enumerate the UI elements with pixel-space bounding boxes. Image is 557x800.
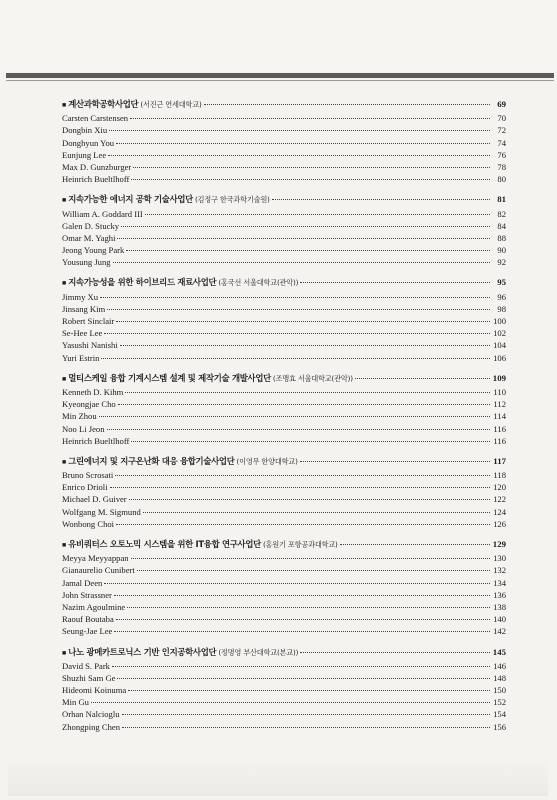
dot-leader (109, 130, 490, 131)
page-number: 72 (497, 125, 506, 136)
page-number: 134 (493, 577, 506, 588)
dot-leader (116, 321, 490, 322)
toc-entry[interactable] (62, 386, 506, 398)
dot-leader (133, 167, 490, 168)
page-number: 106 (493, 352, 506, 363)
dot-leader (300, 282, 490, 283)
entry-name: Jamal Deen (62, 577, 103, 588)
toc-entry[interactable] (62, 518, 506, 530)
toc-entry[interactable] (62, 303, 506, 315)
section-director: (조맹효 서울대학교(관악)) (272, 373, 353, 383)
dot-leader (125, 392, 490, 393)
toc-entry[interactable] (62, 435, 506, 447)
dot-leader (99, 416, 490, 417)
dot-leader (121, 226, 490, 227)
page-number: 95 (497, 277, 506, 288)
section-label (62, 455, 298, 468)
page-number: 114 (493, 411, 506, 422)
page-number: 84 (497, 220, 506, 231)
section-director: (서진근 연세대학교) (140, 100, 202, 109)
entry-name: Orhan Nalcioglu (62, 709, 120, 720)
toc-entry[interactable] (62, 220, 506, 232)
page-number: 109 (492, 372, 506, 383)
toc-entry[interactable] (62, 564, 506, 576)
section-heading[interactable] (62, 98, 506, 110)
section-heading[interactable] (62, 455, 506, 467)
page-number: 150 (493, 685, 506, 696)
square-bullet-icon: ■ (62, 196, 67, 205)
page-number: 88 (497, 232, 506, 243)
toc-section (62, 276, 506, 363)
square-bullet-icon: ■ (62, 101, 67, 109)
dot-leader (340, 544, 490, 545)
header-rule-thin (6, 80, 554, 81)
dot-leader (129, 499, 490, 500)
section-label (62, 372, 353, 385)
page-number: 82 (497, 208, 506, 219)
square-bullet-icon: ■ (62, 279, 67, 288)
toc-entry[interactable] (62, 149, 506, 161)
dot-leader (114, 631, 490, 632)
dot-leader (145, 214, 490, 215)
section-title: 멀티스케일 융합 기계시스템 설계 및 제작기술 개발사업단 (68, 372, 271, 383)
square-bullet-icon: ■ (62, 541, 67, 549)
section-heading[interactable] (62, 538, 506, 550)
page-number: 146 (493, 660, 506, 671)
toc-entry[interactable] (62, 339, 506, 351)
entry-name: Jimmy Xu (62, 291, 99, 302)
dot-leader (118, 404, 490, 405)
page-number: 102 (493, 328, 506, 339)
page-number: 98 (497, 303, 506, 314)
dot-leader (120, 345, 490, 346)
page-number: 136 (493, 589, 506, 600)
dot-leader (114, 595, 490, 596)
dot-leader (115, 475, 490, 476)
toc-entry[interactable] (62, 721, 506, 733)
section-director: (정명영 부산대학교(본교)) (218, 647, 299, 657)
dot-leader (128, 690, 490, 691)
page-number: 78 (497, 161, 506, 172)
section-label (62, 538, 338, 551)
dot-leader (101, 358, 490, 359)
section-label (62, 98, 202, 111)
page-number: 122 (493, 494, 506, 505)
toc-entry[interactable] (62, 506, 506, 518)
page-number: 112 (493, 399, 506, 410)
section-director: (홍원기 포항공과대학교) (262, 540, 338, 549)
dot-leader (112, 666, 490, 667)
page-number: 110 (493, 386, 506, 397)
entry-name: Min Gu (62, 697, 89, 708)
entry-name: Nazim Agoulmine (62, 601, 126, 612)
toc-entry[interactable] (62, 244, 506, 256)
section-heading[interactable] (62, 646, 506, 658)
page-number: 156 (493, 721, 506, 732)
page-number: 124 (493, 506, 506, 517)
section-title: 계산과학공학사업단 (68, 99, 139, 109)
section-title: 지속가능한 에너지 공학 기술사업단 (68, 194, 193, 205)
entry-name: Galen D. Stucky (62, 220, 120, 231)
section-label (62, 646, 298, 659)
toc-entry[interactable] (62, 327, 506, 339)
dot-leader (143, 512, 490, 513)
entry-name: Se-Hee Lee (62, 328, 103, 339)
dot-leader (272, 199, 490, 200)
section-heading[interactable] (62, 193, 506, 205)
entry-name: Donghyun You (62, 137, 115, 148)
toc-entry[interactable] (62, 423, 506, 435)
toc-entry[interactable] (62, 552, 506, 564)
page-number: 116 (493, 423, 506, 434)
page-number: 120 (493, 482, 506, 493)
entry-name: Min Zhou (62, 411, 97, 422)
entry-name: Yousung Jung (62, 257, 111, 268)
toc-entry[interactable] (62, 124, 506, 136)
toc-entry[interactable] (62, 696, 506, 708)
section-heading[interactable] (62, 276, 506, 288)
entry-name: Heinrich Bueltlhoff (62, 174, 130, 185)
page-number: 118 (493, 470, 506, 481)
entry-name: Bruno Scrosati (62, 470, 114, 481)
entry-name: Jinsang Kim (62, 303, 106, 314)
page-number: 80 (497, 174, 506, 185)
entry-name: Wonbong Choi (62, 518, 115, 529)
section-label (62, 276, 298, 289)
toc-entry[interactable] (62, 601, 506, 613)
entry-name: Wolfgang M. Sigmund (62, 506, 141, 517)
dot-leader (137, 570, 490, 571)
entry-name: Meyya Meyyappan (62, 553, 129, 564)
page-number: 104 (493, 340, 506, 351)
page-number: 129 (492, 539, 506, 549)
entry-name: Enrico Drioli (62, 482, 108, 493)
entry-name: Jeong Young Park (62, 245, 125, 256)
toc-section (62, 372, 506, 447)
toc-entry[interactable] (62, 469, 506, 481)
page-number: 142 (493, 626, 506, 637)
dot-leader (131, 441, 490, 442)
entry-name: Eunjung Lee (62, 149, 107, 160)
entry-name: Hideomi Koinuma (62, 685, 127, 696)
toc-entry[interactable] (62, 398, 506, 410)
dot-leader (104, 333, 490, 334)
toc-entry[interactable] (62, 173, 506, 185)
page-number: 96 (497, 291, 506, 302)
entry-name: Robert Sinclair (62, 316, 115, 326)
section-director: (이영무 한양대학교) (236, 456, 298, 466)
entry-name: Seung-Jae Lee (62, 626, 113, 637)
section-title: 나노 광메카트로닉스 기반 인지공학사업단 (68, 646, 217, 657)
entry-name: Noo Li Jeon (62, 423, 105, 434)
dot-leader (110, 487, 490, 488)
page-number: 148 (493, 672, 506, 683)
section-director: (김정구 한국과학기술원) (194, 195, 270, 205)
toc-section (62, 538, 506, 638)
toc-section (62, 455, 506, 530)
page-number: 138 (493, 601, 506, 612)
dot-leader (104, 583, 490, 584)
top-blank-area (0, 0, 557, 72)
toc-entry[interactable] (62, 208, 506, 220)
page-number: 76 (497, 149, 506, 160)
page-number: 132 (493, 565, 506, 576)
toc-entry[interactable] (62, 161, 506, 173)
page-number: 154 (493, 709, 506, 720)
toc-section (62, 98, 506, 185)
dot-leader (117, 678, 490, 679)
dot-leader (130, 118, 490, 119)
dot-leader (126, 250, 490, 251)
entry-name: Gianaurelio Cunibert (62, 565, 135, 576)
toc-section (62, 646, 506, 733)
header-rule (6, 73, 554, 78)
dot-leader (108, 155, 490, 156)
section-title: 지속가능성을 위한 하이브리드 재료사업단 (68, 277, 217, 288)
dot-leader (116, 619, 490, 620)
table-of-contents (62, 98, 506, 741)
toc-entry[interactable] (62, 352, 506, 364)
dot-leader (107, 309, 490, 310)
toc-entry[interactable] (62, 112, 506, 124)
dot-leader (116, 524, 490, 525)
entry-name: David S. Park (62, 660, 110, 671)
dot-leader (122, 727, 490, 728)
dot-leader (116, 143, 490, 144)
toc-entry[interactable] (62, 256, 506, 268)
page-number: 90 (497, 245, 506, 256)
page-number: 74 (497, 137, 506, 148)
toc-entry[interactable] (62, 493, 506, 505)
page-number: 116 (493, 435, 506, 446)
dot-leader (127, 607, 490, 608)
toc-entry[interactable] (62, 481, 506, 493)
entry-name: Heinrich Bueltlhoff (62, 435, 130, 446)
page-number: 70 (497, 113, 506, 124)
toc-entry[interactable] (62, 660, 506, 672)
entry-name: Shuzhi Sam Ge (62, 672, 116, 683)
toc-entry[interactable] (62, 577, 506, 589)
page-number: 92 (497, 257, 506, 268)
toc-entry[interactable] (62, 410, 506, 422)
entry-name: John Strassner (62, 589, 112, 600)
footer-area (8, 760, 548, 796)
entry-name: William A. Goddard III (62, 208, 143, 219)
page-number: 152 (493, 697, 506, 708)
entry-name: Yasushi Nanishi (62, 340, 118, 351)
dot-leader (355, 378, 490, 379)
dot-leader (107, 429, 491, 430)
entry-name: Max D. Gunzburger (62, 161, 132, 172)
dot-leader (131, 179, 490, 180)
page-number: 126 (493, 518, 506, 529)
toc-entry[interactable] (62, 232, 506, 244)
section-title: 유비쿼터스 오토노믹 시스템을 위한 IT융합 연구사업단 (68, 539, 261, 549)
entry-name: Omar M. Yaghi (62, 232, 116, 243)
section-title: 그린에너지 및 지구온난화 대응 융합기술사업단 (68, 455, 235, 466)
toc-section (62, 193, 506, 268)
section-heading[interactable] (62, 372, 506, 384)
dot-leader (300, 652, 490, 653)
page-number: 69 (497, 99, 506, 109)
toc-entry[interactable] (62, 291, 506, 303)
page-number: 130 (493, 553, 506, 564)
page-number: 145 (492, 646, 506, 657)
square-bullet-icon: ■ (62, 457, 67, 466)
page-number: 100 (493, 316, 506, 326)
entry-name: Kyeongjae Cho (62, 399, 116, 410)
square-bullet-icon: ■ (62, 648, 67, 657)
dot-leader (117, 238, 490, 239)
section-director: (홍국선 서울대학교(관악)) (218, 278, 299, 288)
toc-entry[interactable] (62, 625, 506, 637)
entry-name: Yuri Estrin (62, 352, 100, 363)
dot-leader (100, 297, 490, 298)
toc-entry[interactable] (62, 589, 506, 601)
entry-name: Michael D. Guiver (62, 494, 127, 505)
dot-leader (131, 558, 490, 559)
dot-leader (91, 702, 490, 703)
toc-entry[interactable] (62, 708, 506, 720)
entry-name: Kenneth D. Kihm (62, 386, 124, 397)
entry-name: Dongbin Xiu (62, 125, 108, 136)
dot-leader (113, 262, 490, 263)
toc-entry[interactable] (62, 137, 506, 149)
toc-entry[interactable] (62, 315, 506, 327)
entry-name: Zhongping Chen (62, 721, 121, 732)
dot-leader (300, 461, 490, 462)
section-label (62, 193, 270, 206)
toc-entry[interactable] (62, 684, 506, 696)
dot-leader (122, 714, 490, 715)
page-number: 81 (497, 194, 506, 205)
toc-entry[interactable] (62, 672, 506, 684)
page-number: 140 (493, 614, 506, 625)
dot-leader (204, 104, 490, 105)
entry-name: Carsten Carstensen (62, 113, 129, 124)
page-number: 117 (493, 455, 506, 466)
square-bullet-icon: ■ (62, 374, 67, 383)
toc-entry[interactable] (62, 613, 506, 625)
entry-name: Raouf Boutaba (62, 614, 114, 625)
